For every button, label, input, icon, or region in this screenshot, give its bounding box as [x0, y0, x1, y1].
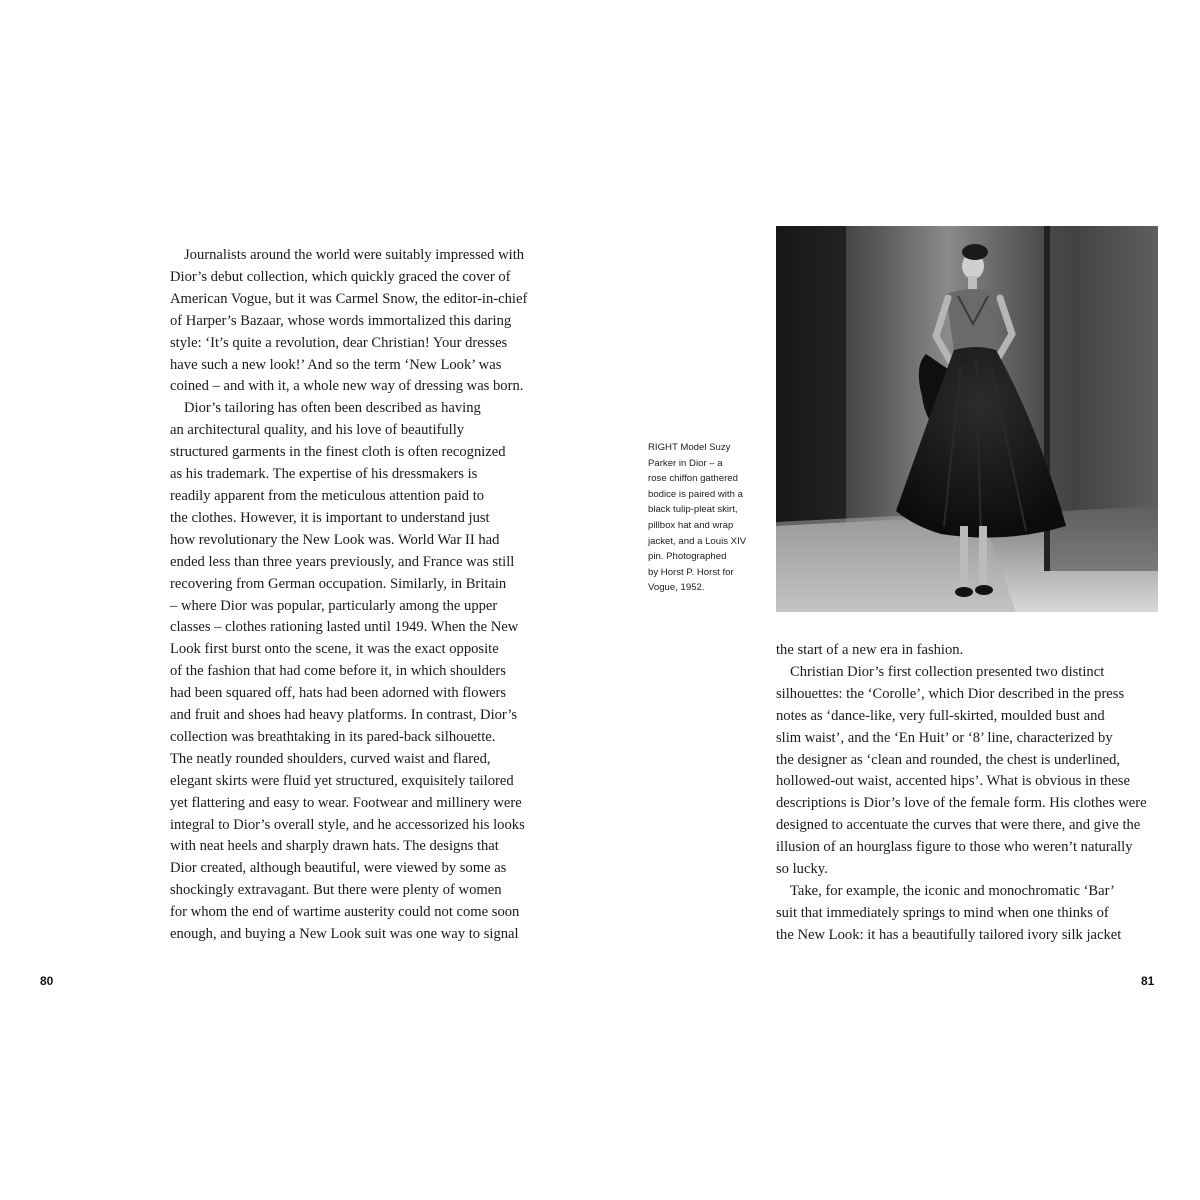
body-text-line: classes – clothes rationing lasted until 1949. When the New — [170, 619, 519, 636]
body-text-line: illusion of an hourglass figure to those who weren’t naturally — [776, 839, 1133, 856]
body-text-line: how revolutionary the New Look was. World War II had — [170, 531, 500, 548]
caption-line: jacket, and a Louis XIV — [648, 535, 747, 547]
photo-illustration — [776, 226, 1158, 612]
body-text-line: notes as ‘dance-like, very full-skirted, moulded bust and — [776, 707, 1105, 724]
right-page-body-text — [776, 640, 1158, 947]
caption-line: RIGHT Model Suzy — [648, 442, 731, 453]
body-text-line: Look first burst onto the scene, it was the exact opposite — [170, 641, 499, 658]
caption-line: Vogue, 1952. — [648, 582, 705, 594]
body-text-line: – where Dior was popular, particularly among the upper — [170, 597, 498, 614]
body-text-line: have such a new look!’ And so the term ‘New Look’ was — [170, 356, 502, 373]
body-text-line: the New Look: it has a beautifully tailored ivory silk jacket — [776, 926, 1122, 943]
body-text-line: collection was breathtaking in its pared-back silhouette. — [170, 728, 496, 745]
body-text-line: the start of a new era in fashion. — [776, 642, 964, 658]
body-text-line: shockingly extravagant. But there were plenty of women — [170, 882, 502, 899]
body-text-line: Journalists around the world were suitably impressed with — [184, 247, 525, 263]
caption-line: pillbox hat and wrap — [648, 519, 734, 531]
caption-line: bodice is paired with a — [648, 488, 743, 500]
left-page-body-text — [170, 245, 556, 946]
body-text-line: Dior’s tailoring has often been described as having — [184, 400, 481, 417]
body-text-line: yet flattering and easy to wear. Footwear and millinery were — [170, 794, 522, 811]
body-text-line: Take, for example, the iconic and monochromatic ‘Bar’ — [790, 882, 1115, 899]
body-text-line: for whom the end of wartime austerity could not come soon — [170, 904, 520, 921]
body-text-line: Dior created, although beautiful, were viewed by some as — [170, 860, 507, 877]
body-text-line: Christian Dior’s first collection presented two distinct — [790, 663, 1105, 680]
body-text-line: Dior’s debut collection, which quickly graced the cover of — [170, 268, 511, 285]
body-text-line: hollowed-out waist, accented hips’. What is obvious in these — [776, 773, 1130, 790]
body-text-line: elegant skirts were fluid yet structured, exquisitely tailored — [170, 772, 514, 789]
body-text-line: with neat heels and sharply drawn hats. The designs that — [170, 838, 499, 855]
body-text-line: coined – and with it, a whole new way of dressing was born. — [170, 378, 524, 395]
body-text-line: and fruit and shoes had heavy platforms. In contrast, Dior’s — [170, 707, 518, 724]
body-text-line: of Harper’s Bazaar, whose words immortalized this daring — [170, 312, 512, 329]
caption-line: by Horst P. Horst for — [648, 566, 734, 578]
body-text-line: designed to accentuate the curves that were there, and give the — [776, 817, 1141, 834]
body-text-line: had been squared off, hats had been adorned with flowers — [170, 685, 507, 702]
body-text-line: as his trademark. The expertise of his dressmakers is — [170, 466, 478, 483]
body-text-line: the clothes. However, it is important to understand just — [170, 509, 490, 526]
body-text-line: silhouettes: the ‘Corolle’, which Dior described in the press — [776, 685, 1125, 702]
body-text-line: descriptions is Dior’s love of the female form. His clothes were — [776, 795, 1147, 812]
page-number-right: 81 — [1141, 974, 1155, 988]
body-text-line: recovering from German occupation. Similarly, in Britain — [170, 575, 507, 592]
body-text-line: an architectural quality, and his love of beautifully — [170, 422, 465, 439]
body-text-line: integral to Dior’s overall style, and he accessorized his looks — [170, 816, 525, 833]
body-text-line: of the fashion that had come before it, in which shoulders — [170, 663, 506, 680]
caption-line: rose chiffon gathered — [648, 473, 738, 485]
body-text-line: slim waist’, and the ‘En Huit’ or ‘8’ line, characterized by — [776, 729, 1113, 746]
caption-line: Parker in Dior – a — [648, 457, 723, 469]
body-text-line: The neatly rounded shoulders, curved waist and flared, — [170, 750, 491, 767]
body-text-line: style: ‘It’s quite a revolution, dear Christian! Your dresses — [170, 334, 508, 351]
body-text-line: so lucky. — [776, 861, 828, 878]
caption-line: black tulip-pleat skirt, — [648, 504, 738, 516]
body-text-line: enough, and buying a New Look suit was one way to signal — [170, 926, 519, 943]
body-text-line: the designer as ‘clean and rounded, the chest is underlined, — [776, 751, 1121, 768]
caption-line: pin. Photographed — [648, 551, 727, 563]
photo-model-in-dior-dress — [776, 226, 1158, 612]
photo-caption — [648, 440, 766, 596]
body-text-line: American Vogue, but it was Carmel Snow, the editor-in-chief — [170, 290, 528, 307]
page-number-left: 80 — [40, 974, 54, 988]
body-text-line: ended less than three years previously, and France was still — [170, 553, 515, 570]
body-text-line: suit that immediately springs to mind when one thinks of — [776, 904, 1109, 921]
body-text-line: structured garments in the finest cloth is often recognized — [170, 444, 506, 461]
body-text-line: readily apparent from the meticulous attention paid to — [170, 487, 485, 504]
